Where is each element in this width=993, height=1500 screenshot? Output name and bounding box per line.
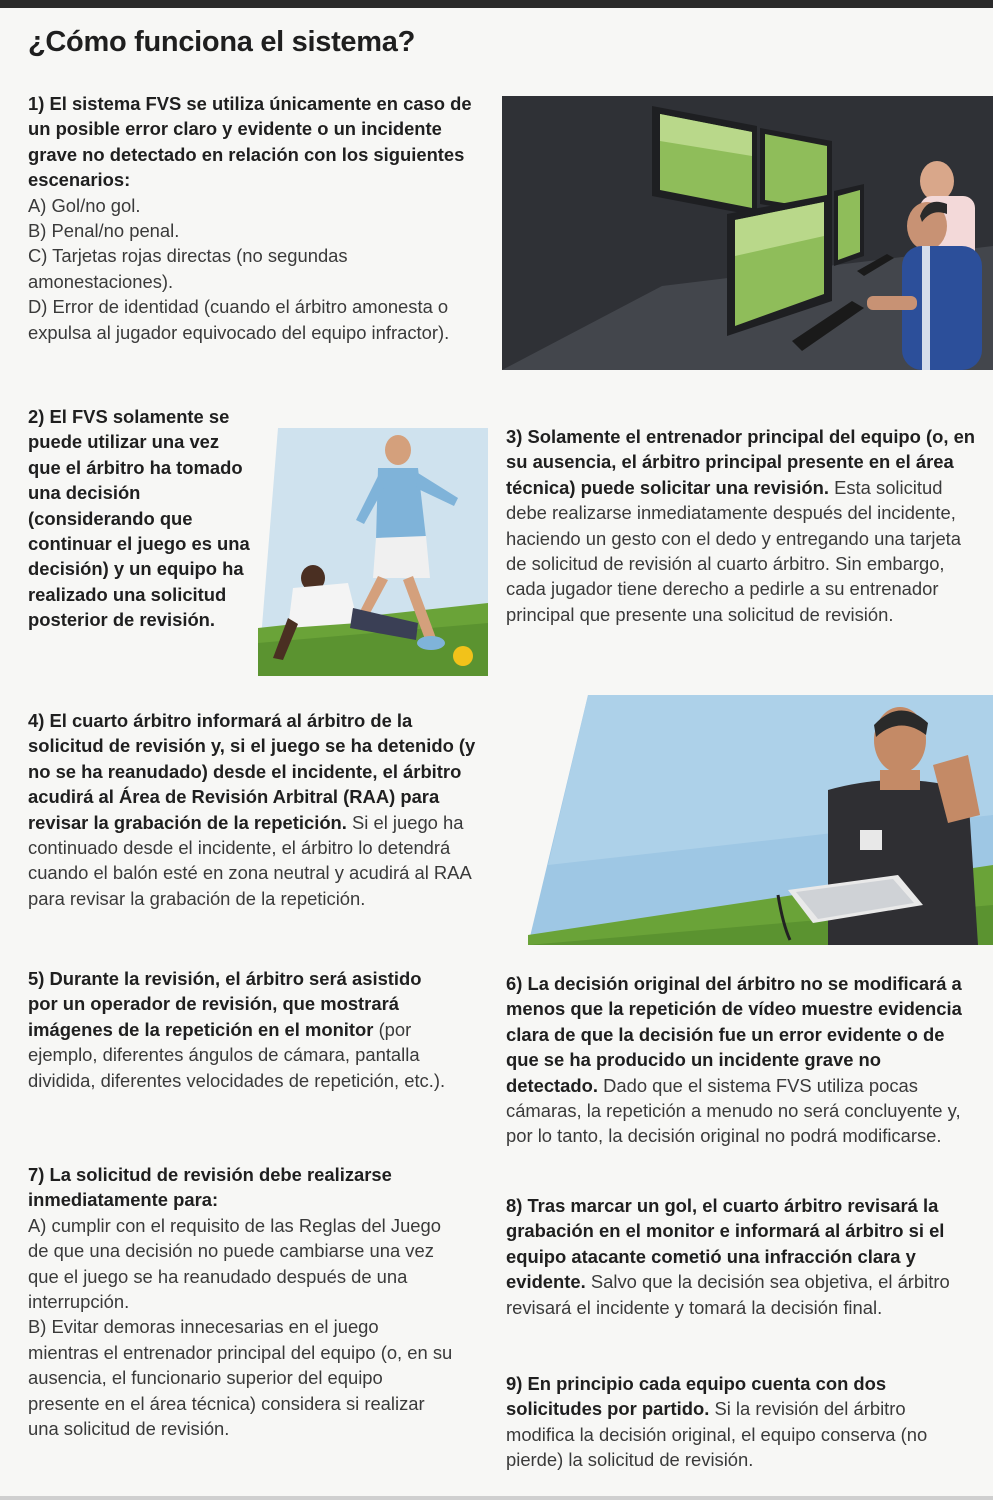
section-9-heading: 9) En principio cada equipo cuenta con dos solicitudes por partido. [506, 1373, 887, 1420]
section-4 [28, 708, 483, 911]
section-1-item-d: D) Error de identidad (cuando el árbitro amonesta o expulsa al jugador equivocado del equipo infractor). [28, 296, 450, 343]
section-5-heading: 5) Durante la revisión, el árbitro será asistido por un operador de revisión, que mostrará imágenes de la repetición en el monitor [28, 968, 422, 1040]
section-6-text: Dado que el sistema FVS utiliza pocas cámaras, la repetición a menudo no será concluyente y, por lo tanto, la decisión original no podrá modificarse. [506, 1074, 961, 1147]
var-room-illustration [502, 96, 993, 370]
section-2 [28, 404, 256, 633]
section-1-item-c: C) Tarjetas rojas directas (no segundas amonestaciones). [28, 245, 348, 292]
bottom-rule [0, 1496, 993, 1500]
section-7-item-a: A) cumplir con el requisito de las Reglas del Juego de que una decisión no puede cambiarse una vez que el juego se ha reanudado después de una interrupción. [28, 1214, 441, 1313]
players-illustration [258, 428, 488, 676]
section-1-heading: 1) El sistema FVS se utiliza únicamente en caso de un posible error claro y evidente o un incidente grave no detectado en relación con los siguientes escenarios: [28, 93, 472, 191]
section-7 [28, 1162, 453, 1441]
section-4-heading: 4) El cuarto árbitro informará al árbitro de la solicitud de revisión y, si el juego se ha detenido (y no se ha reanudado) desde el incidente, el árbitro acudirá al Área de Revisión Arbitral (RAA) para revisar la grabación de la repetición. [28, 710, 476, 833]
section-5-text: (por ejemplo, diferentes ángulos de cámara, pantalla dividida, diferentes velocidades de repetición, etc.). [28, 1018, 446, 1091]
section-2-heading: 2) El FVS solamente se puede utilizar una vez que el árbitro ha tomado una decisión (considerando que continuar el juego es una decisión) y un equipo ha realizado una solicitud posterior de revisión. [28, 406, 250, 631]
page-title: ¿Cómo funciona el sistema? [28, 26, 415, 58]
section-8 [506, 1193, 970, 1320]
section-7-item-b: B) Evitar demoras innecesarias en el juego mientras el entrenador principal del equipo (o, en su ausencia, el funcionario superior del equipo presente en el área técnica) considera si realizar una solicitud de revisión. [28, 1316, 453, 1440]
section-3 [506, 424, 976, 627]
section-1-item-a: A) Gol/no gol. [28, 194, 141, 216]
section-1 [28, 91, 478, 345]
section-6 [506, 971, 970, 1149]
section-5 [28, 966, 448, 1093]
section-7-heading: 7) La solicitud de revisión debe realizarse inmediatamente para: [28, 1164, 392, 1211]
section-3-text: Esta solicitud debe realizarse inmediatamente después del incidente, haciendo un gesto con el dedo y entregando una tarjeta de solicitud de revisión al cuarto árbitro. Sin embargo, cada jugador tiene derecho a pedirle a su entrenador principal que presente una solicitud de revisión. [506, 476, 962, 625]
section-8-heading: 8) Tras marcar un gol, el cuarto árbitro revisará la grabación en el monitor e informará al árbitro si el equipo atacante cometió una infracción clara y evidente. [506, 1195, 945, 1293]
section-4-text: Si el juego ha continuado desde el incidente, el árbitro lo detendrá cuando el balón esté en zona neutral y acudirá al RAA para revisar la grabación de la repetición. [28, 811, 471, 909]
section-8-text: Salvo que la decisión sea objetiva, el árbitro revisará el incidente y tomará la decisión final. [506, 1271, 950, 1318]
section-9 [506, 1371, 970, 1473]
top-rule [0, 0, 993, 8]
section-1-item-b: B) Penal/no penal. [28, 220, 180, 242]
section-6-heading: 6) La decisión original del árbitro no se modificará a menos que la repetición de vídeo muestre evidencia clara de que la decisión fue un error evidente o de que se ha producido un incidente grave no detectado. [506, 973, 962, 1096]
referee-illustration [528, 695, 993, 945]
section-9-text: Si la revisión del árbitro modifica la decisión original, el equipo conserva (no pierde) la solicitud de revisión. [506, 1398, 928, 1471]
section-3-heading: 3) Solamente el entrenador principal del equipo (o, en su ausencia, el árbitro principal presente en el área técnica) puede solicitar una revisión. [506, 426, 976, 498]
